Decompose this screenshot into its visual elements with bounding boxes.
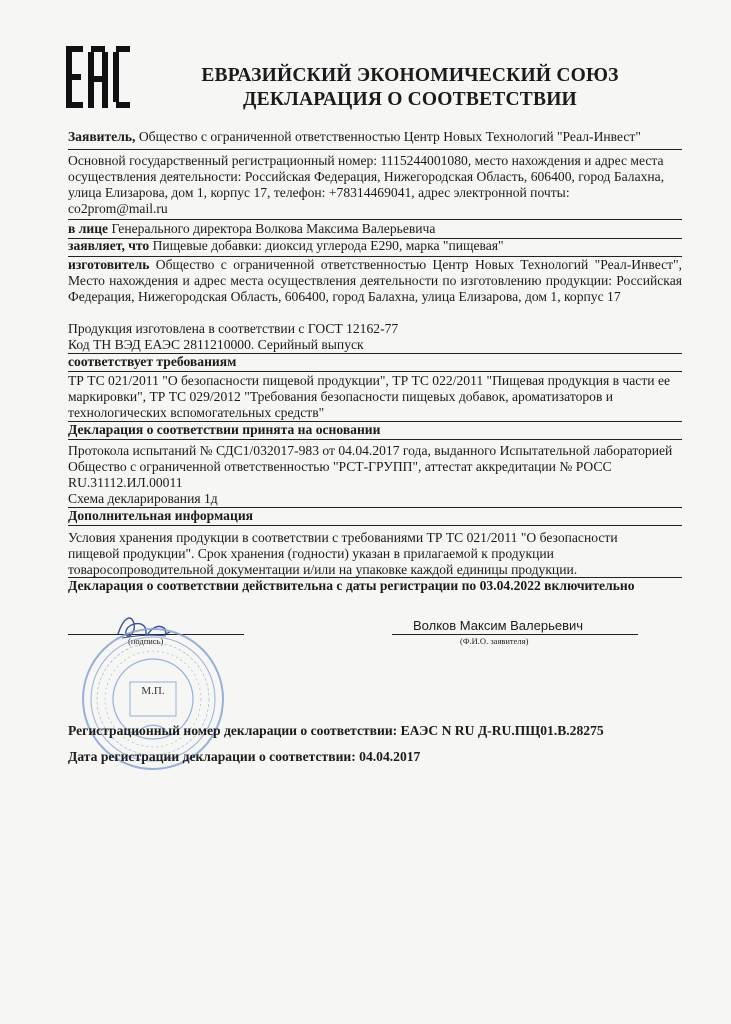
divider	[68, 439, 682, 440]
divider	[68, 219, 682, 220]
signer-name: Волков Максим Валерьевич	[413, 618, 584, 633]
applicant-details-line: осуществления деятельности: Российская Федерация, Нижегородская Область, 606400, город Балахна,	[68, 169, 665, 184]
applicant-line	[68, 129, 682, 145]
manufacturer-value: Общество с ограниченной ответственностью Центр Новых Технологий "Реал-Инвест", Место нахождения и адрес места осуществления деятельности по изготовлению продукции: Российская Федерация, Нижегородская Область, 606400, город Балахна, улица Елизарова, дом 1, корпус 17	[68, 257, 682, 304]
applicant-details-line: улица Елизарова, дом 1, корпус 17, телефон: +78314469041, адрес электронной почты:	[68, 185, 570, 200]
requirements-text: ТР ТС 021/2011 "О безопасности пищевой продукции", ТР ТС 022/2011 "Пищевая продукция в части ее маркировки", ТР ТС 029/2012 "Требования безопасности пищевых добавок, ароматизаторов и технологических вспомогательных средств"	[68, 373, 671, 420]
eac-logo-icon	[66, 46, 130, 108]
name-line	[392, 634, 638, 635]
representative-value: Генерального директора Волкова Максима Валерьевича	[108, 221, 436, 236]
applicant-name: Общество с ограниченной ответственностью Центр Новых Технологий "Реал-Инвест"	[135, 129, 641, 144]
title-line-2: ДЕКЛАРАЦИЯ О СООТВЕТСТВИИ	[243, 89, 577, 110]
stamp-mark-text: М.П.	[141, 685, 165, 697]
declares-line	[68, 238, 682, 254]
name-caption: (Ф.И.О. заявителя)	[460, 636, 529, 646]
signature-caption: (подпись)	[128, 636, 164, 646]
registration-number: Регистрационный номер декларации о соответствии: ЕАЭС N RU Д-RU.ПЩ01.В.28275	[68, 723, 604, 738]
applicant-label: Заявитель,	[68, 129, 136, 144]
registration-date: Дата регистрации декларации о соответствии: 04.04.2017	[68, 749, 421, 764]
declares-value: Пищевые добавки: диоксид углерода Е290, марка "пищевая"	[149, 238, 504, 253]
representative-label: в лице	[68, 221, 109, 236]
representative-line	[68, 221, 682, 237]
manufacturer-block	[68, 257, 682, 305]
manufacturer-code: Код ТН ВЭД ЕАЭС 2811210000. Серийный выпуск	[68, 337, 364, 352]
additional-text: Условия хранения продукции в соответствии с требованиями ТР ТС 021/2011 "О безопасности пищевой продукции". Срок хранения (годности) указан в прилагаемой к продукции товаросопроводительной документации и/или на упаковке каждой единицы продукции.	[68, 530, 618, 577]
basis-text: Протокола испытаний № СДС1/032017-983 от 04.04.2017 года, выданного Испытательной лабораторией Общество с ограниченной ответственностью "РСТ-ГРУПП", аттестат аккредитации № РОСС RU.31112.ИЛ.00011	[68, 443, 673, 490]
document-title	[150, 64, 670, 112]
applicant-details	[68, 153, 682, 217]
basis-title: Декларация о соответствии принята на основании	[68, 422, 381, 437]
additional-title: Дополнительная информация	[68, 508, 254, 523]
manufacturer-label: изготовитель	[68, 257, 150, 272]
manufacturer-standard: Продукция изготовлена в соответствии с ГОСТ 12162-77	[68, 321, 399, 336]
requirements-title: соответствует требованиям	[68, 354, 237, 369]
divider	[68, 525, 682, 526]
divider	[68, 149, 682, 150]
title-line-1: ЕВРАЗИЙСКИЙ ЭКОНОМИЧЕСКИЙ СОЮЗ	[201, 65, 619, 86]
basis-scheme: Схема декларирования 1д	[68, 491, 218, 506]
validity-line: Декларация о соответствии действительна с даты регистрации по 03.04.2022 включительно	[68, 578, 635, 593]
divider	[68, 371, 682, 372]
applicant-details-line: Основной государственный регистрационный номер: 1115244001080, место нахождения и адрес места	[68, 153, 664, 168]
applicant-email: co2prom@mail.ru	[68, 201, 168, 216]
declares-label: заявляет, что	[68, 238, 150, 253]
